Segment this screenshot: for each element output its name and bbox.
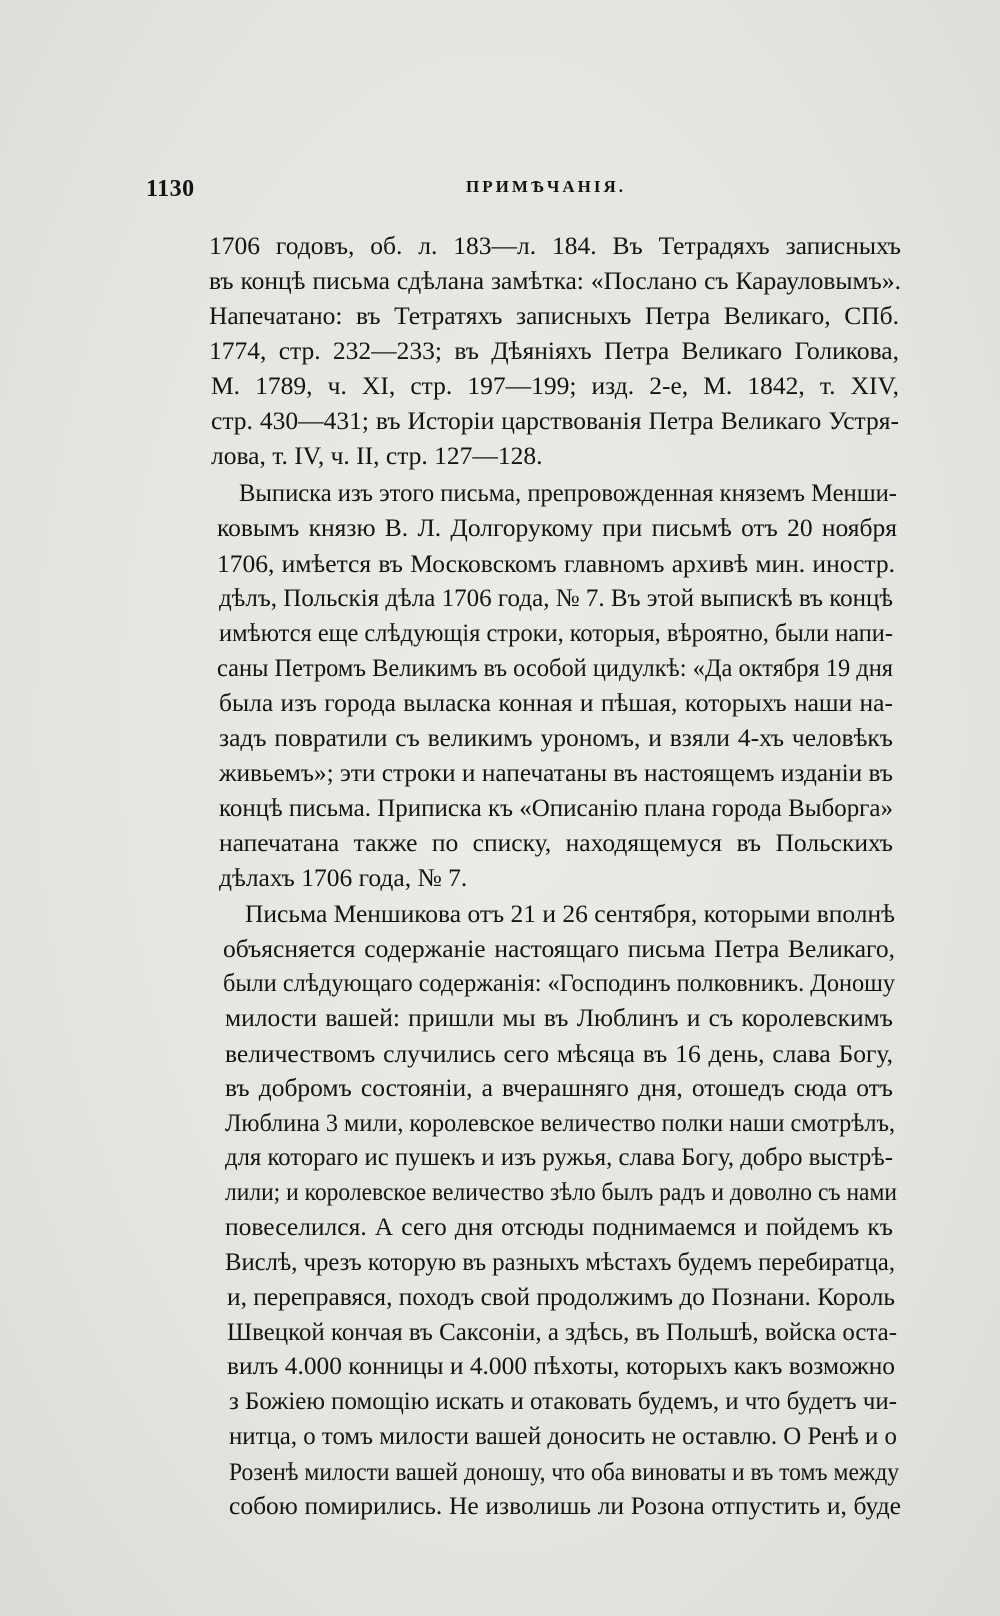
text-line-content: вилъ 4.000 конницы и 4.000 пѣхоты, которыхъ какъ возможно <box>227 1351 895 1380</box>
text-line-content: лова, т. IV, ч. II, стр. 127—128. <box>211 441 543 470</box>
text-line-content: стр. 430—431; въ Исторіи царствованія Петра Великаго Устря- <box>211 406 899 435</box>
text-line-content: была изъ города выласка конная и пѣшая, которыхъ наши на- <box>219 688 893 717</box>
text-line-content: 1706, имѣется въ Московскомъ главномъ архивѣ мин. иностр. <box>217 549 895 578</box>
text-line-content: 1706 годовъ, об. л. 183—л. 184. Въ Тетрадяхъ записныхъ <box>209 231 901 260</box>
text-line-content: задъ повратили съ великимъ урономъ, и взяли 4-хъ человѣкъ <box>219 723 893 752</box>
text-line-content: лили; и королевское величество зѣло былъ радъ и доволно съ нами <box>225 1177 897 1206</box>
text-line-content: саны Петромъ Великимъ въ особой цидулкѣ: «Да октября 19 дня <box>217 653 893 682</box>
text-line-content: Розенѣ милости вашей доношу, что оба виноваты и въ томъ между <box>229 1457 899 1486</box>
text-line-content: Напечатано: въ Тетратяхъ записныхъ Петра Великаго, СПб. <box>209 301 899 330</box>
text-line-content: ковымъ князю В. Л. Долгорукому при письмѣ отъ 20 ноября <box>217 513 897 542</box>
text-line-content: и, переправяся, походъ свой продолжимъ до Познани. Король <box>227 1282 895 1311</box>
text-line-content: объясняется содержаніе настоящаго письма Петра Великаго, <box>223 934 895 963</box>
text-line-content: напечатана также по списку, находящемуся въ Польскихъ <box>219 828 893 857</box>
running-title: ПРИМѢЧАНІЯ. <box>466 177 626 196</box>
text-line-content: милости вашей: пришли мы въ Люблинъ и съ королевскимъ <box>225 1003 893 1032</box>
text-line-content: М. 1789, ч. XI, стр. 197—199; изд. 2-е, М. 1842, т. XIV, <box>211 371 899 400</box>
text-line-content: Швецкой кончая въ Саксоніи, а здѣсь, въ Польшѣ, войска оста- <box>227 1317 897 1346</box>
text-line-content: живьемъ»; эти строки и напечатаны въ настоящемъ изданіи въ <box>219 758 893 787</box>
text-line-content: собою помирились. Не изволишь ли Розона отпустить и, буде <box>229 1491 901 1520</box>
text-line-content: Люблина 3 мили, королевское величество полки наши смотрѣлъ, <box>225 1108 895 1137</box>
text-line-content: для котораго ис пушекъ и изъ ружья, слава Богу, добро выстрѣ- <box>225 1142 893 1171</box>
text-line-content: дѣлахъ 1706 года, № 7. <box>219 863 468 892</box>
text-line-content: дѣлъ, Польскія дѣла 1706 года, № 7. Въ этой выпискѣ въ концѣ <box>219 583 893 612</box>
text-line-content: Вислѣ, чрезъ которую въ разныхъ мѣстахъ будемъ перебиратца, <box>225 1247 895 1276</box>
text-line-content: 1774, стр. 232—233; въ Дѣяніяхъ Петра Великаго Голикова, <box>209 336 899 365</box>
text-line-content: концѣ письма. Приписка къ «Описанію плана города Выборга» <box>219 793 893 822</box>
text-line-content: з Божіею помощію искать и отаковать будемъ, и что будетъ чи- <box>229 1386 897 1415</box>
text-line-content: имѣются еще слѣдующія строки, которыя, вѣроятно, были напи- <box>219 618 893 647</box>
text-line-content: въ концѣ письма сдѣлана замѣтка: «Послано съ Карауловымъ». <box>209 266 901 295</box>
text-line-content: повеселился. А сего дня отсюды поднимаемся и пойдемъ къ <box>225 1212 893 1241</box>
text-line-content: величествомъ случились сего мѣсяца въ 16 день, слава Богу, <box>225 1039 893 1068</box>
text-line-content: Письма Меншикова отъ 21 и 26 сентября, которыми вполнѣ <box>245 899 895 928</box>
page-number: 1130 <box>146 176 195 202</box>
text-line-content: Выписка изъ этого письма, препровожденная княземъ Менши- <box>239 478 897 507</box>
text-line-content: были слѣдующаго содержанія: «Господинъ полковникъ. Доношу <box>223 968 895 997</box>
text-line-content: въ добромъ состояніи, а вчерашняго дня, отошедъ сюда отъ <box>225 1073 893 1102</box>
text-line-content: нитца, о томъ милости вашей доносить не оставлю. О Ренѣ и о <box>229 1421 897 1450</box>
